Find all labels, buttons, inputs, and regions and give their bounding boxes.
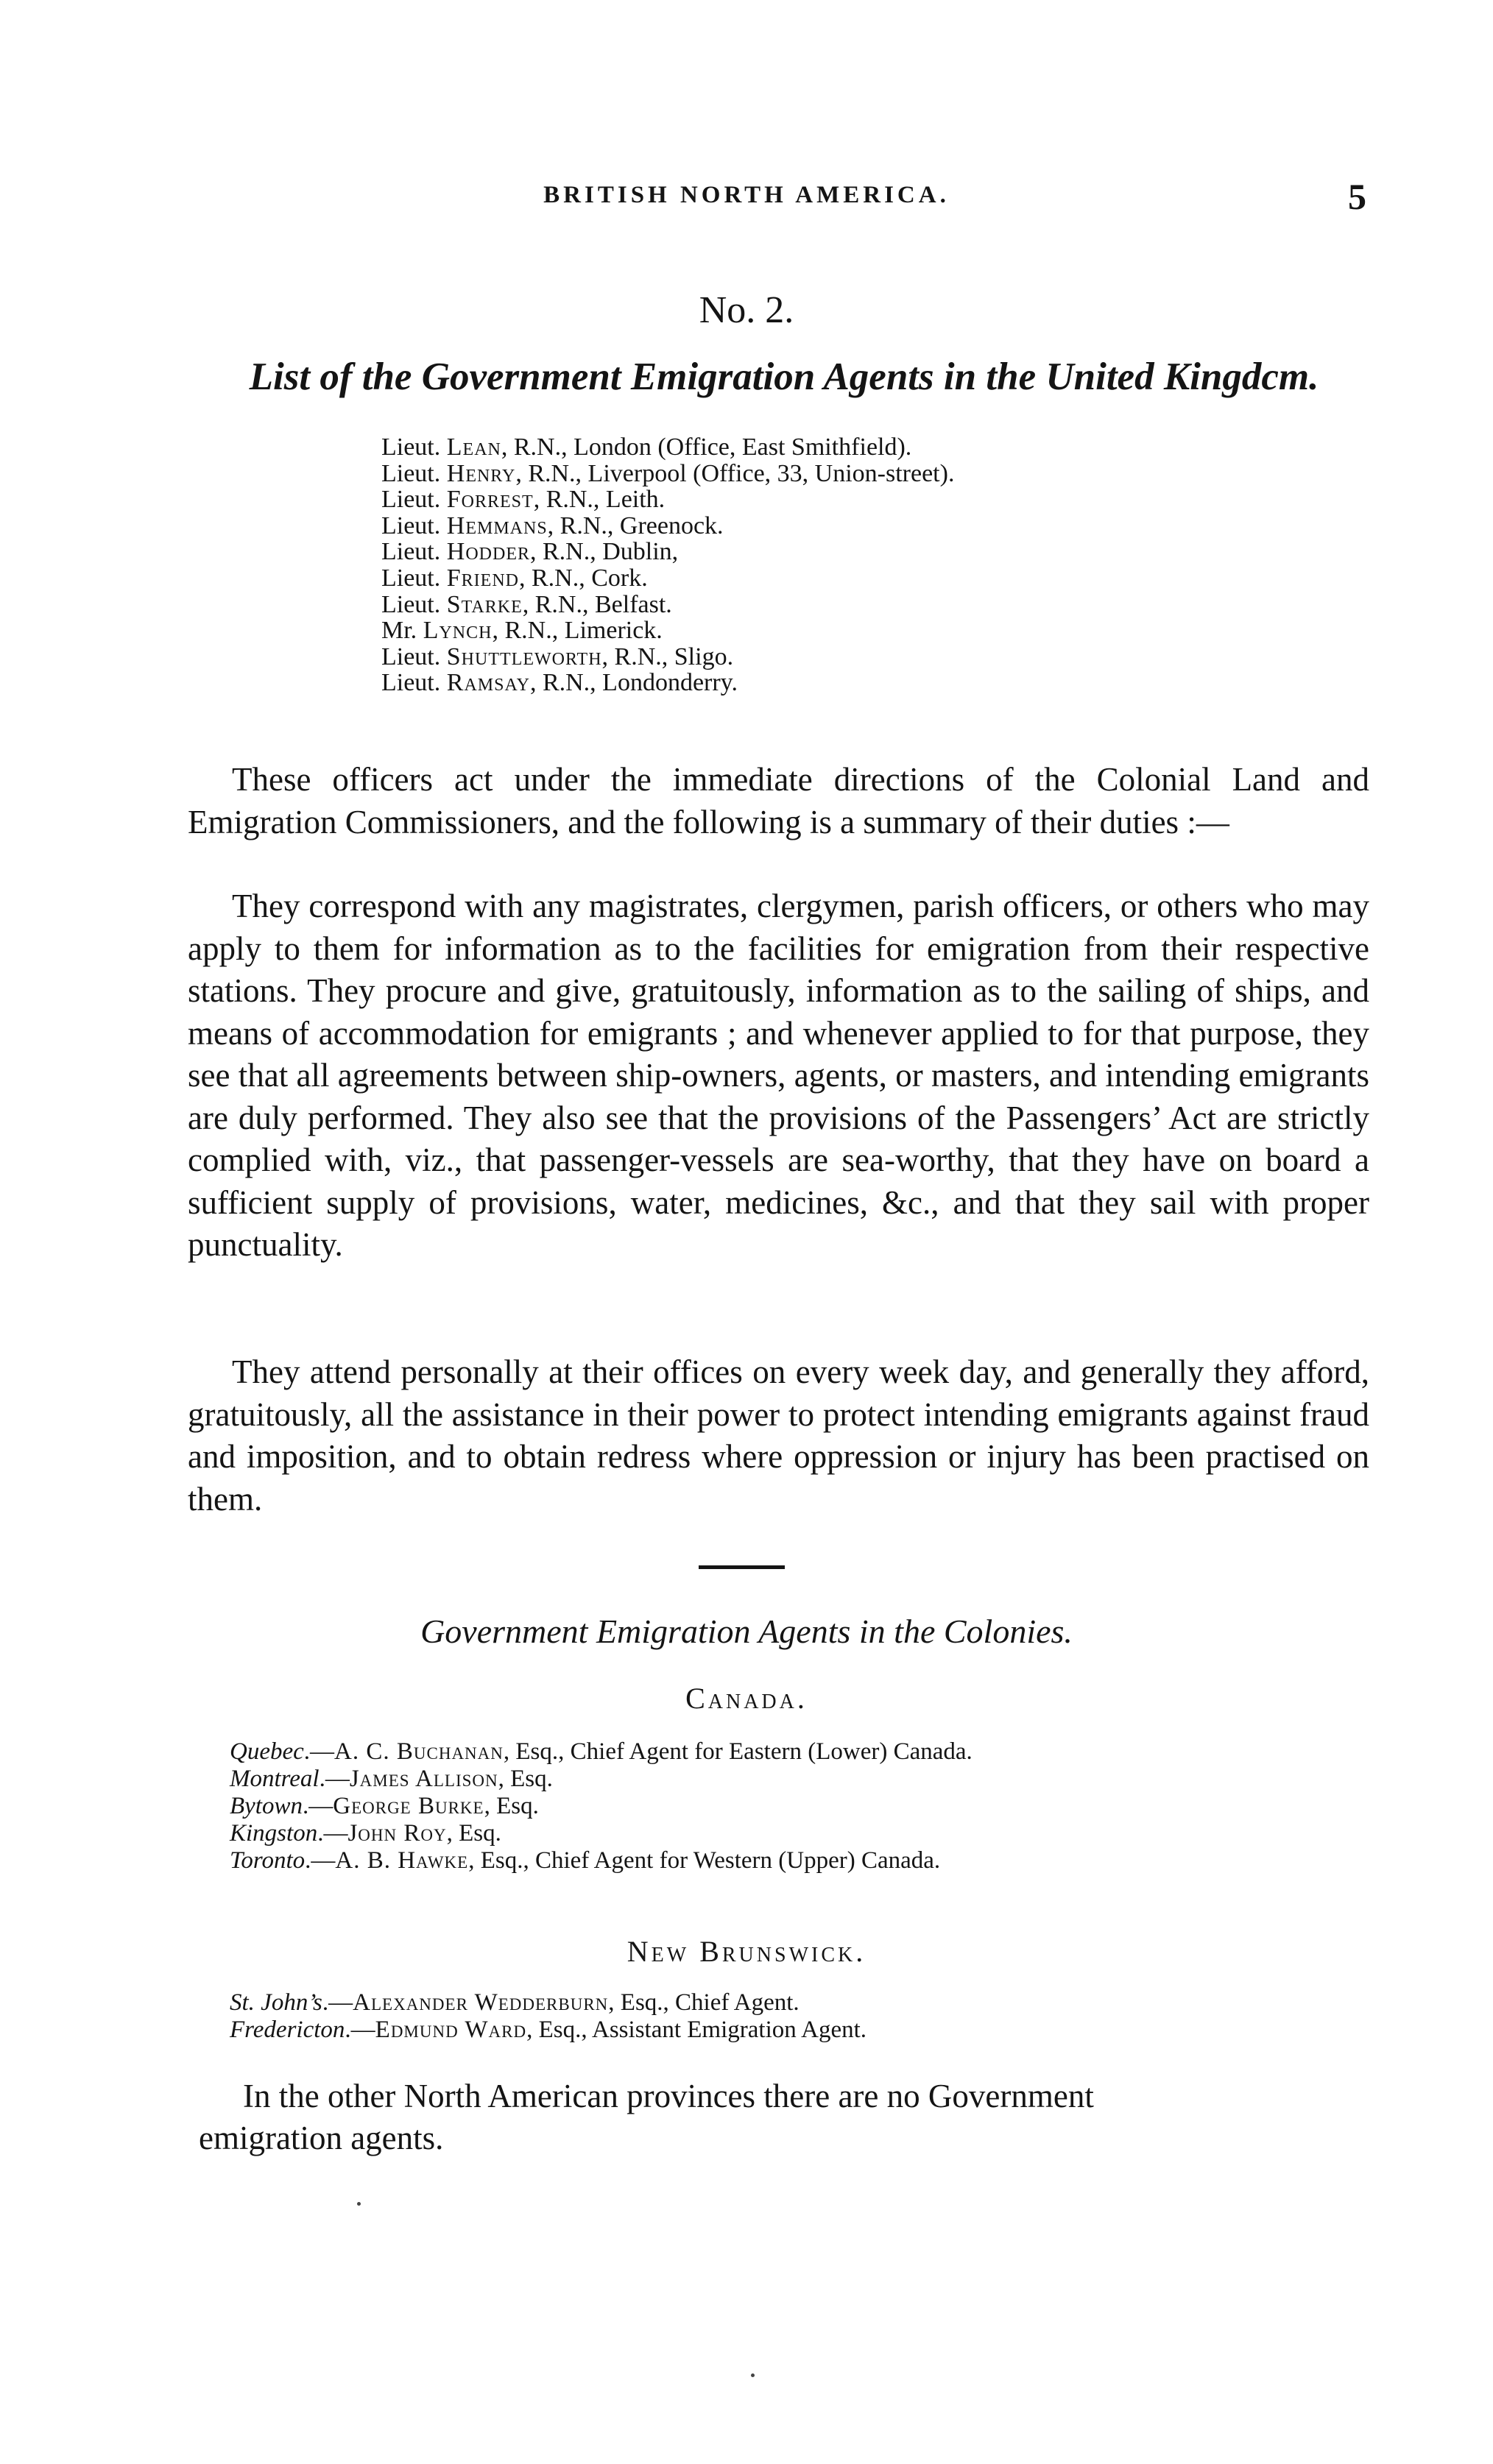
agent-place: Quebec [230,1738,304,1765]
closing-line: In the other North American provinces there are no Government [243,2078,1094,2114]
agent-details: , Esq., Chief Agent for Eastern (Lower) Canada. [503,1738,973,1765]
agent-details: , R.N., Cork. [519,564,648,592]
list-item [381,486,954,513]
print-speck [357,2202,361,2206]
agent-name: Henry [446,459,516,487]
agent-details: , Esq. [446,1820,501,1847]
agent-details: , R.N., Greenock. [547,511,724,539]
agent-name: George Burke [333,1793,484,1819]
list-item: Fredericton.—Edmund Ward, Esq., Assistant Emigration Agent. [230,2017,867,2043]
agent-name: Hemmans [446,511,548,539]
list-item [381,461,954,487]
agent-details: , R.N., Sligo. [601,642,734,670]
agent-details: , Esq., Chief Agent. [608,1989,800,2016]
agent-details: , Esq., Assistant Emigration Agent. [526,2017,867,2043]
agent-title: Lieut. [381,459,441,487]
agent-name: Alexander Wedderburn [353,1989,609,2016]
agent-title: Lieut. [381,669,441,697]
list-item: Kingston.—John Roy, Esq. [230,1820,501,1847]
agent-details: , R.N., Limerick. [492,617,663,645]
paragraph-duties: They correspond with any magistrates, clergymen, parish officers, or others who may apply to them for information as to the facilities for emigration from their respective stations. They procure and give, gratuitously, information as to the sailing of ships, and means of accommodation for emigrants ; and whenever applied to for that purpose, they see that all agreements between ship-owners, agents, or masters, and intending emigrants are duly performed. They also see that the provisions of the Passengers’ Act are strictly complied with, viz., that passenger-vessels are sea-worthy, that they have on board a sufficient supply of provisions, water, medicines, &c., and that they sail with proper punctuality. [188,888,1369,1263]
agent-name: Starke [446,590,523,618]
agent-place: Toronto [230,1847,306,1874]
agent-place: St. John’s [230,1989,322,2016]
agent-place: Bytown [230,1793,303,1819]
running-head: BRITISH NORTH AMERICA. [543,182,950,208]
agent-title: Lieut. [381,433,441,461]
page-number: 5 [1348,176,1366,217]
print-speck [751,2373,755,2377]
list-item: Toronto.—A. B. Hawke, Esq., Chief Agent for Western (Upper) Canada. [230,1847,941,1874]
agent-name: Hodder [446,538,530,566]
agent-name: Shuttleworth [446,642,602,670]
paragraph-officers-intro: These officers act under the immediate directions of the Colonial Land and Emigration Commissioners, and the following is a summary of their duties :— [188,761,1369,840]
agent-details: , R.N., Leith. [533,486,666,514]
agent-title: Lieut. [381,590,441,618]
agent-name: Ramsay [446,669,530,697]
document-number: No. 2. [699,289,794,331]
agent-place: Kingston [230,1820,318,1847]
agent-title: Lieut. [381,538,441,566]
list-item [381,565,954,592]
list-item: Quebec.—A. C. Buchanan, Esq., Chief Agent for Eastern (Lower) Canada. [230,1738,973,1765]
canada-agents-list [230,1738,973,1874]
new-brunswick-agents-list [230,1989,866,2044]
list-item: Bytown.—George Burke, Esq. [230,1793,539,1819]
agent-title: Lieut. [381,511,441,539]
agent-place: Montreal [230,1766,320,1792]
agent-details: , R.N., Liverpool (Office, 33, Union-street). [515,459,955,487]
agent-title: Mr. [381,617,417,645]
agent-place: Fredericton [230,2017,345,2043]
paragraph-attendance: They attend personally at their offices on every week day, and generally they afford, gratuitously, all the assistance in their power to protect intending emigrants against fraud and imposition, and to obtain redress where oppression or injury has been practised on them. [188,1353,1369,1518]
uk-agents-list [381,434,954,696]
agent-title: Lieut. [381,486,441,514]
list-item [381,617,954,644]
agent-title: Lieut. [381,642,441,670]
colonies-title: Government Emigration Agents in the Colonies. [420,1612,1073,1650]
agent-name: Forrest [446,486,534,514]
region-heading-new-brunswick: New Brunswick. [627,1935,866,1968]
uk-list-title: List of the Government Emigration Agents in the United Kingdcm. [249,355,1319,398]
agent-details: , R.N., Dublin, [529,538,679,566]
agent-details: , Esq. [484,1793,539,1819]
closing-paragraph [199,2075,1377,2159]
agent-name: Edmund Ward [375,2017,527,2043]
agent-details: , Esq. [498,1766,553,1792]
list-item [381,592,954,618]
agent-details: , R.N., Belfast. [522,590,672,618]
list-item [381,539,954,565]
list-item: St. John’s.—Alexander Wedderburn, Esq., Chief Agent. [230,1989,800,2016]
list-item [381,670,954,696]
agent-name: John Roy [347,1820,447,1847]
section-divider [699,1565,785,1569]
agent-name: Friend [446,564,519,592]
agent-details: , Esq., Chief Agent for Western (Upper) Canada. [468,1847,941,1874]
region-heading-canada: Canada. [685,1682,808,1715]
agent-name: A. B. Hawke [335,1847,469,1874]
agent-name: James Allison [349,1766,498,1792]
list-item [381,644,954,670]
agent-details: , R.N., Londonderry. [529,669,738,697]
agent-name: Lean [446,433,501,461]
agent-title: Lieut. [381,564,441,592]
closing-line: emigration agents. [199,2120,444,2156]
list-item [381,513,954,539]
list-item: Montreal.—James Allison, Esq. [230,1766,553,1792]
agent-name: Lynch [423,617,493,645]
agent-name: A. C. Buchanan [334,1738,504,1765]
list-item [381,434,954,461]
agent-details: , R.N., London (Office, East Smithfield). [501,433,912,461]
